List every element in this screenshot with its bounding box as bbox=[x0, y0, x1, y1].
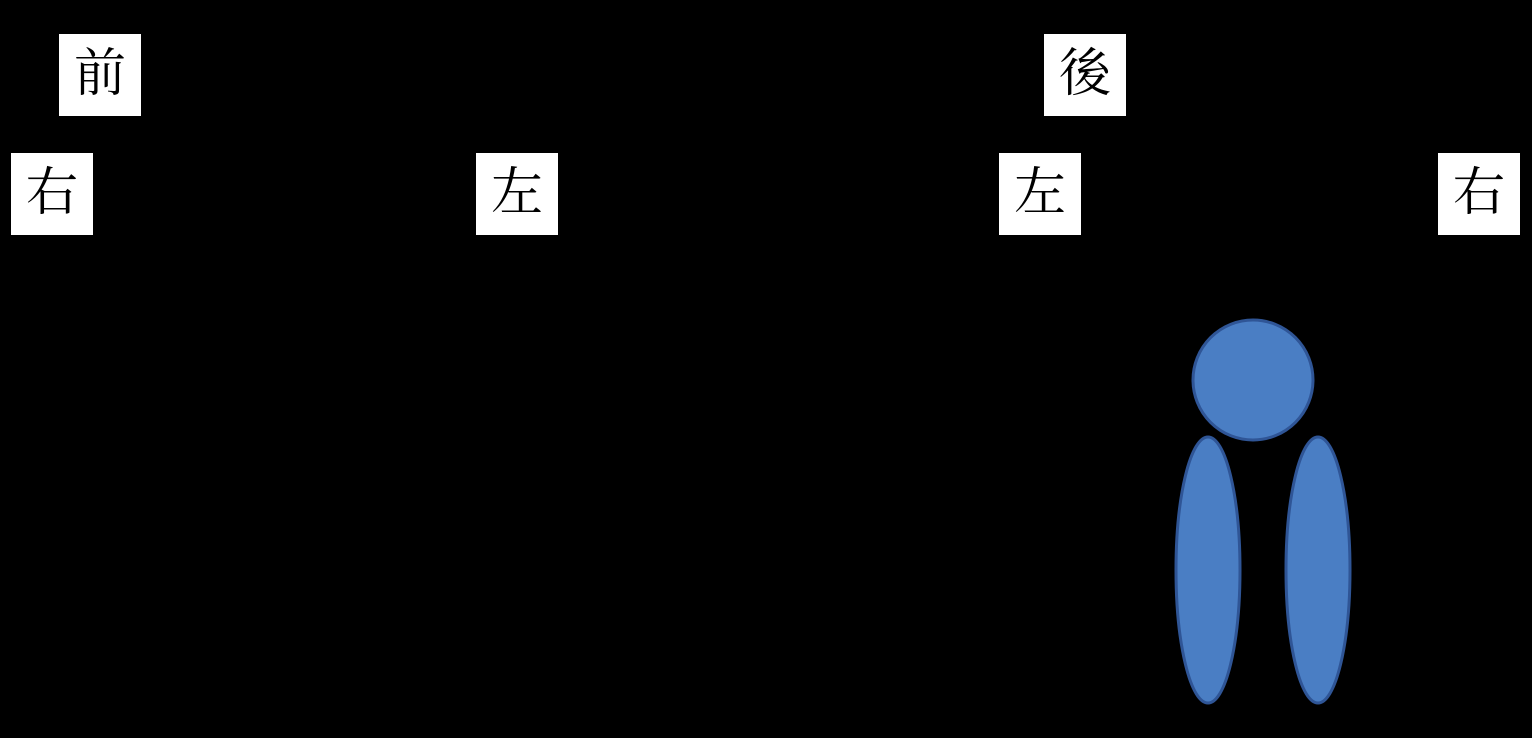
person-head bbox=[1193, 320, 1313, 440]
leg-left bbox=[1176, 437, 1240, 703]
person-figure bbox=[1160, 310, 1380, 720]
leg-right bbox=[1286, 437, 1350, 703]
label-front: 前 bbox=[59, 34, 141, 116]
label-right-outer-left: 右 bbox=[11, 153, 93, 235]
label-right-outer-right: 右 bbox=[1438, 153, 1520, 235]
label-left-inner-right: 左 bbox=[999, 153, 1081, 235]
label-left-inner-left: 左 bbox=[476, 153, 558, 235]
label-back: 後 bbox=[1044, 34, 1126, 116]
